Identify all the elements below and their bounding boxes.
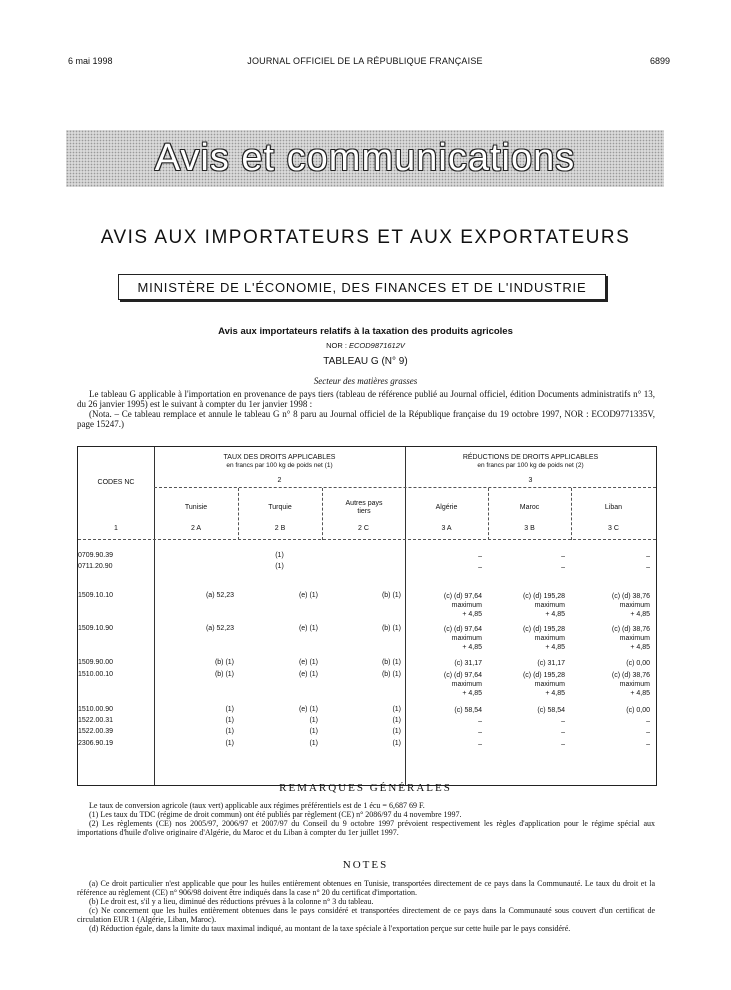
row-taux-merged: (1) xyxy=(275,552,284,559)
row-taux-value: (1) xyxy=(225,717,234,724)
row-code: 1510.00.10 xyxy=(78,671,114,678)
intro-paragraph: Le tableau G applicable à l'importation en provenance de pays tiers (tableau de référence publié au Journal officiel, édition Documents administratifs n° 13, du 26 janvier 1995) est le suivant à compter du 1er janvier 1998 : xyxy=(77,389,655,409)
row-reduction-value: – xyxy=(478,729,482,736)
row-code: 1510.00.90 xyxy=(78,706,114,713)
row-reduction-value: (c) (d) 195,28 maximum + 4,85 xyxy=(522,626,565,651)
row-reduction-value: – xyxy=(478,564,482,571)
intro-text xyxy=(77,389,655,429)
row-taux-value: (b) (1) xyxy=(381,659,401,666)
ministry-label: MINISTÈRE DE L'ÉCONOMIE, DES FINANCES ET DE L'INDUSTRIE xyxy=(137,279,587,295)
col-label-maroc: Maroc xyxy=(519,504,540,511)
row-reduction-value: – xyxy=(646,553,650,560)
col-code-2a: 2 A xyxy=(190,525,202,532)
remarque-item: Le taux de conversion agricole (taux vert) applicable aux régimes préférentiels est de 1 écu = 6,687 69 F. xyxy=(89,801,425,810)
row-taux-value: (e) (1) xyxy=(298,659,318,666)
table-divider xyxy=(154,487,656,488)
row-code: 1522.00.39 xyxy=(78,728,114,735)
note-item: (d) Réduction égale, dans la limite du taux maximal indiqué, au montant de la taxe spéciale à l'exportation perçue sur cette huile par le pays considéré. xyxy=(89,924,571,933)
row-reduction-value: (c) 58,54 xyxy=(454,707,482,714)
col-label-tunisie: Tunisie xyxy=(184,504,208,511)
row-code: 1522.00.31 xyxy=(78,717,114,724)
codes-col-number: 1 xyxy=(114,525,118,532)
remarque-item: (1) Les taux du TDC (régime de droit commun) ont été publiés par règlement (CE) n° 2086/97 du 4 novembre 1997. xyxy=(89,810,462,819)
row-taux-merged: (1) xyxy=(275,563,284,570)
row-reduction-value: – xyxy=(646,729,650,736)
row-taux-value: (1) xyxy=(309,728,318,735)
row-taux-value: (1) xyxy=(392,740,401,747)
row-reduction-value: (c) 31,17 xyxy=(454,660,482,667)
row-reduction-value: (c) (d) 195,28 maximum + 4,85 xyxy=(522,593,565,618)
row-reduction-value: – xyxy=(646,718,650,725)
row-reduction-value: (c) 58,54 xyxy=(537,707,565,714)
row-reduction-value: – xyxy=(478,741,482,748)
section-title: AVIS AUX IMPORTATEURS ET AUX EXPORTATEURS xyxy=(100,227,631,248)
col-code-2b: 2 B xyxy=(274,525,286,532)
col-label-liban: Liban xyxy=(604,504,623,511)
row-taux-value: (1) xyxy=(225,740,234,747)
row-code: 1509.10.90 xyxy=(78,625,114,632)
col-label-algerie: Algérie xyxy=(435,504,458,511)
row-taux-value: (a) 52,23 xyxy=(205,592,234,599)
row-taux-value: (b) (1) xyxy=(214,671,234,678)
row-taux-value: (1) xyxy=(392,706,401,713)
row-taux-value: (1) xyxy=(392,717,401,724)
row-reduction-value: – xyxy=(561,564,565,571)
row-reduction-value: (c) (d) 195,28 maximum + 4,85 xyxy=(522,672,565,697)
table-divider xyxy=(238,488,239,540)
row-reduction-value: – xyxy=(646,564,650,571)
row-reduction-value: – xyxy=(561,741,565,748)
nor-reference xyxy=(0,341,731,350)
nor-label: NOR : xyxy=(326,341,350,350)
reduc-header: RÉDUCTIONS DE DROITS APPLICABLES xyxy=(462,454,599,461)
notes-text xyxy=(77,879,655,933)
remarques-text xyxy=(77,801,655,837)
taux-subheader: en francs par 100 kg de poids net (1) xyxy=(226,462,333,469)
col-code-2c: 2 C xyxy=(358,525,369,532)
row-code: 0709.90.39 xyxy=(78,552,114,559)
row-code: 1509.90.00 xyxy=(78,659,114,666)
row-taux-value: (1) xyxy=(392,728,401,735)
codes-header: CODES NC xyxy=(97,479,135,486)
row-taux-value: (e) (1) xyxy=(298,625,318,632)
notes-title: NOTES xyxy=(342,859,389,871)
row-taux-value: (1) xyxy=(309,717,318,724)
nor-code: ECOD9871612V xyxy=(349,341,405,350)
row-reduction-value: – xyxy=(478,553,482,560)
banner-title: Avis et communications xyxy=(154,137,576,179)
row-taux-value: (1) xyxy=(225,728,234,735)
row-taux-value: (e) (1) xyxy=(298,592,318,599)
table-divider xyxy=(405,447,406,785)
row-taux-value: (e) (1) xyxy=(298,706,318,713)
header-date: 6 mai 1998 xyxy=(68,56,113,66)
secteur-title: Secteur des matières grasses xyxy=(313,376,418,386)
col-label-autres: Autres pays tiers xyxy=(345,500,383,515)
row-reduction-value: – xyxy=(646,741,650,748)
ministry-box xyxy=(118,274,606,300)
tariff-table xyxy=(77,446,657,786)
table-divider xyxy=(322,488,323,540)
row-taux-value: (1) xyxy=(225,706,234,713)
reduc-col-number: 3 xyxy=(528,477,533,484)
remarque-item: (2) Les règlements (CE) nos 2005/97, 2006/97 et 2007/97 du Conseil du 9 octobre 1997 prévoient respectivement les règles d'application pour le régime spécial aux importations d'huile d'olive originaire d'Algérie, du Maroc et du Liban à compter du 1er juillet 1997. xyxy=(77,819,655,837)
table-divider xyxy=(154,447,155,785)
reduc-subheader: en francs par 100 kg de poids net (2) xyxy=(477,462,584,469)
avis-title: Avis aux importateurs relatifs à la taxation des produits agricoles xyxy=(218,326,513,337)
row-reduction-value: – xyxy=(561,553,565,560)
col-code-3c: 3 C xyxy=(608,525,619,532)
row-reduction-value: – xyxy=(478,718,482,725)
row-taux-value: (e) (1) xyxy=(298,671,318,678)
row-code: 2306.90.19 xyxy=(78,740,114,747)
row-code: 1509.10.10 xyxy=(78,592,114,599)
note-item: (b) Le droit est, s'il y a lieu, diminué des réductions prévues à la colonne n° 3 du tableau. xyxy=(89,897,374,906)
banner xyxy=(66,130,664,187)
page-header xyxy=(60,56,670,70)
col-code-3b: 3 B xyxy=(524,525,535,532)
row-reduction-value: – xyxy=(561,718,565,725)
row-reduction-value: (c) (d) 38,76 maximum + 4,85 xyxy=(611,672,650,697)
row-taux-value: (b) (1) xyxy=(381,592,401,599)
note-item: (a) Ce droit particulier n'est applicable que pour les huiles entièrement obtenues en Tunisie, transportées directement de ce pays dans la Communauté. Le taux du droit et la référence au règlement (CE) n° 906/98 doivent être indiqués dans la case n° 20 du certificat d'importation. xyxy=(77,879,655,897)
taux-header: TAUX DES DROITS APPLICABLES xyxy=(223,454,336,461)
row-taux-value: (b) (1) xyxy=(214,659,234,666)
row-taux-value: (1) xyxy=(309,740,318,747)
row-taux-value: (b) (1) xyxy=(381,625,401,632)
intro-nota: (Nota. – Ce tableau remplace et annule le tableau G n° 8 paru au Journal officiel de la République française du 19 octobre 1997, NOR : ECOD9771335V, page 15247.) xyxy=(77,409,655,429)
col-code-3a: 3 A xyxy=(441,525,452,532)
row-reduction-value: (c) (d) 97,64 maximum + 4,85 xyxy=(443,593,482,618)
header-journal: JOURNAL OFFICIEL DE LA RÉPUBLIQUE FRANÇAISE xyxy=(247,56,483,66)
table-divider xyxy=(571,488,572,540)
row-reduction-value: (c) (d) 97,64 maximum + 4,85 xyxy=(443,672,482,697)
row-reduction-value: (c) 0,00 xyxy=(626,707,650,714)
row-reduction-value: (c) (d) 97,64 maximum + 4,85 xyxy=(443,626,482,651)
tableau-title: TABLEAU G (N° 9) xyxy=(323,356,408,367)
header-page-number: 6899 xyxy=(649,56,670,66)
remarques-title: REMARQUES GÉNÉRALES xyxy=(279,782,452,794)
table-divider xyxy=(78,539,656,540)
note-item: (c) Ne concernent que les huiles entièrement obtenues dans le pays considéré et transportées directement de ce pays dans la Communauté sous couvert d'un certificat de circulation EUR 1 (Algérie, Liban, Maroc). xyxy=(77,906,655,924)
col-label-turquie: Turquie xyxy=(268,504,292,511)
row-reduction-value: (c) 31,17 xyxy=(537,660,565,667)
row-reduction-value: (c) (d) 38,76 maximum + 4,85 xyxy=(611,626,650,651)
row-reduction-value: (c) 0,00 xyxy=(626,660,650,667)
row-reduction-value: (c) (d) 38,76 maximum + 4,85 xyxy=(611,593,650,618)
row-taux-value: (a) 52,23 xyxy=(205,625,234,632)
row-reduction-value: – xyxy=(561,729,565,736)
taux-col-number: 2 xyxy=(277,477,282,484)
table-divider xyxy=(488,488,489,540)
row-code: 0711.20.90 xyxy=(78,563,113,570)
row-taux-value: (b) (1) xyxy=(381,671,401,678)
